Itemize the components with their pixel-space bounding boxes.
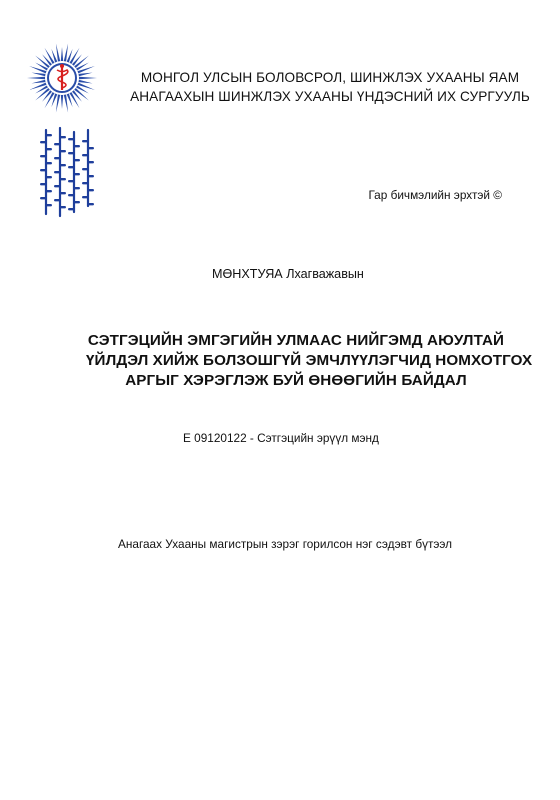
university-name: АНАГААХЫН ШИНЖЛЭХ УХААНЫ ҮНДЭСНИЙ ИХ СУРГУУЛЬ bbox=[130, 89, 530, 104]
emblem-ray bbox=[61, 95, 63, 109]
emblem-ray bbox=[79, 77, 97, 79]
emblem-ray bbox=[56, 44, 60, 62]
script-glyph-mark bbox=[60, 164, 66, 166]
script-glyph-mark bbox=[46, 148, 52, 150]
script-glyph-mark bbox=[68, 152, 74, 154]
script-glyph-mark bbox=[68, 166, 74, 168]
script-glyph-mark bbox=[74, 159, 80, 161]
mongolian-script-logo bbox=[36, 126, 100, 218]
specialty-code: Е 09120122 - Сэтгэцийн эрүүл мэнд bbox=[183, 431, 379, 445]
emblem-ray bbox=[45, 92, 55, 108]
script-glyph-mark bbox=[60, 136, 66, 138]
script-glyph-mark bbox=[54, 185, 60, 187]
script-glyph-mark bbox=[88, 161, 94, 163]
emblem-ray bbox=[78, 73, 92, 77]
script-glyph-mark bbox=[46, 162, 52, 164]
emblem-ray bbox=[61, 47, 63, 61]
thesis-title bbox=[86, 331, 533, 391]
script-glyph-mark bbox=[60, 150, 66, 152]
emblem-ray bbox=[72, 90, 82, 102]
script-glyph-mark bbox=[60, 206, 66, 208]
script-glyph-mark bbox=[40, 141, 46, 143]
thesis-title-line-1: СЭТГЭЦИЙН ЭМГЭГИЙН УЛМААС НИЙГЭМД АЮУЛТАЙ bbox=[87, 332, 505, 349]
emblem-ray bbox=[64, 44, 68, 62]
script-glyph-mark bbox=[40, 183, 46, 185]
script-glyph-mark bbox=[74, 145, 80, 147]
emblem-ray bbox=[56, 94, 60, 112]
author-name: МӨНХТУЯА Лхагважавын bbox=[212, 267, 364, 281]
emblem-ray bbox=[31, 73, 45, 77]
script-glyph-mark bbox=[68, 138, 74, 140]
degree-statement: Анагаах Ухааны магистрын зэрэг горилсон нэг сэдэвт бүтээл bbox=[118, 537, 453, 551]
script-glyph-mark bbox=[82, 140, 88, 142]
script-glyph-mark bbox=[40, 197, 46, 199]
emblem-ray bbox=[45, 48, 55, 64]
script-glyph-mark bbox=[82, 168, 88, 170]
script-glyph-mark bbox=[60, 178, 66, 180]
emblem-ray bbox=[42, 54, 52, 66]
emblem-ray bbox=[72, 54, 82, 66]
script-glyph-mark bbox=[74, 187, 80, 189]
script-glyph-mark bbox=[68, 194, 74, 196]
script-glyph-mark bbox=[40, 155, 46, 157]
script-glyph-mark bbox=[88, 175, 94, 177]
script-glyph-mark bbox=[88, 189, 94, 191]
university-emblem-icon bbox=[26, 42, 98, 114]
script-glyph-mark bbox=[74, 173, 80, 175]
emblem-ray bbox=[69, 48, 79, 64]
script-glyph-mark bbox=[54, 199, 60, 201]
ministry-header bbox=[130, 68, 530, 106]
script-glyph-mark bbox=[40, 169, 46, 171]
script-glyph-mark bbox=[82, 154, 88, 156]
script-glyph-mark bbox=[46, 134, 52, 136]
script-glyph-mark bbox=[68, 180, 74, 182]
script-glyph-mark bbox=[68, 208, 74, 210]
thesis-title-line-3: АРГЫГ ХЭРЭГЛЭЖ БУЙ ӨНӨӨГИЙН БАЙДАЛ bbox=[125, 372, 467, 389]
script-glyph-mark bbox=[46, 204, 52, 206]
copyright-note: Гар бичмэлийн эрхтэй © bbox=[368, 188, 502, 202]
script-glyph-mark bbox=[88, 203, 94, 205]
script-glyph-mark bbox=[54, 143, 60, 145]
script-glyph-mark bbox=[46, 176, 52, 178]
emblem-ray bbox=[64, 94, 68, 112]
script-glyph-mark bbox=[88, 147, 94, 149]
emblem-ray bbox=[69, 92, 79, 108]
script-glyph-mark bbox=[54, 171, 60, 173]
thesis-title-line-2: ҮЙЛДЭЛ ХИЙЖ БОЛЗОШГҮЙ ЭМЧЛҮҮЛЭГЧИД НОМХОТГОХ bbox=[86, 352, 533, 369]
ministry-name: МОНГОЛ УЛСЫН БОЛОВСРОЛ, ШИНЖЛЭХ УХААНЫ ЯАМ bbox=[140, 70, 520, 85]
emblem-ray bbox=[27, 77, 45, 79]
script-glyph-mark bbox=[60, 192, 66, 194]
script-glyph-mark bbox=[46, 190, 52, 192]
script-glyph-mark bbox=[82, 196, 88, 198]
emblem-ray bbox=[42, 90, 52, 102]
emblem-ray bbox=[78, 80, 92, 84]
emblem-ray bbox=[31, 80, 45, 84]
script-glyph-mark bbox=[54, 157, 60, 159]
script-glyph-mark bbox=[74, 201, 80, 203]
script-glyph-mark bbox=[82, 182, 88, 184]
